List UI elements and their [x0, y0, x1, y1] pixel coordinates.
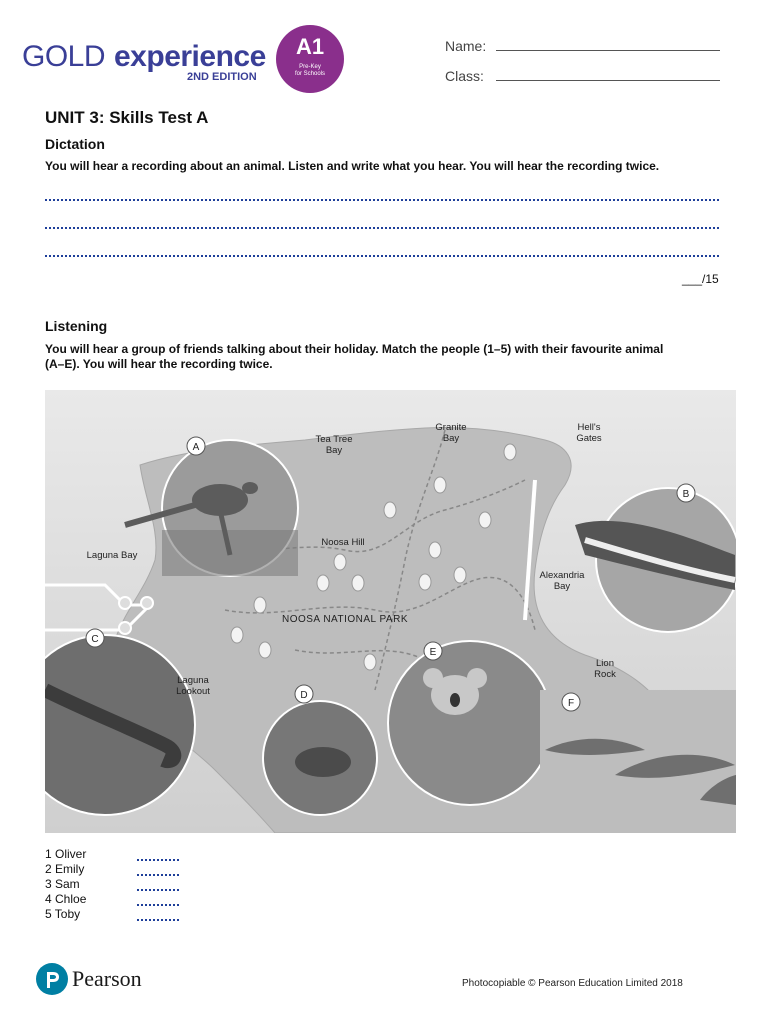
dictation-line-2[interactable] — [45, 227, 719, 229]
dictation-title: Dictation — [45, 136, 105, 152]
class-field[interactable] — [496, 80, 720, 81]
road-node-3 — [119, 622, 131, 634]
person-1: 1 Oliver — [45, 847, 87, 861]
road-node-2 — [141, 597, 153, 609]
logo-gold-word: GOLD — [22, 40, 106, 73]
name-label: Name: — [445, 38, 487, 54]
badge-subtitle-2: for Schools — [294, 71, 325, 77]
person-5: 5 Toby — [45, 907, 81, 921]
label-tea-tree-bay-1: Tea Tree — [315, 434, 353, 445]
answer-2[interactable] — [137, 874, 179, 876]
answer-4[interactable] — [137, 904, 179, 906]
photo-e-koala — [388, 641, 552, 805]
person-4: 4 Chloe — [45, 892, 87, 906]
answer-3[interactable] — [137, 889, 179, 891]
marker-e-label: E — [429, 647, 437, 658]
publisher-name: Pearson — [72, 966, 142, 991]
level-badge — [276, 25, 344, 93]
marker-a-label: A — [192, 442, 200, 453]
listening-title: Listening — [45, 318, 108, 334]
name-field[interactable] — [496, 50, 720, 51]
label-hells-gates-1: Hell's — [577, 422, 601, 433]
pearson-logo-icon — [36, 963, 68, 995]
road-node-1 — [119, 597, 131, 609]
marker-d-label: D — [300, 690, 308, 701]
listening-instruction-line-2: (A–E). You will hear the recording twice. — [45, 357, 273, 371]
marker-f-label: F — [567, 698, 575, 709]
noosa-park-map — [45, 390, 736, 833]
marker-c-label: C — [91, 634, 99, 645]
label-alexandria-bay-1: Alexandria — [539, 570, 585, 581]
listening-instruction-line-1: You will hear a group of friends talking about their holiday. Match the people (1–5) with their favourite animal — [45, 342, 664, 356]
badge-level: A1 — [295, 34, 325, 59]
badge-subtitle-1: Pre-Key — [299, 64, 321, 70]
dictation-line-1[interactable] — [45, 199, 719, 201]
person-3: 3 Sam — [45, 877, 80, 891]
label-laguna-bay: Laguna Bay — [86, 550, 138, 561]
dictation-instruction: You will hear a recording about an animal. Listen and write what you hear. You will hear the recording twice. — [45, 159, 660, 173]
class-label: Class: — [445, 68, 484, 84]
person-2: 2 Emily — [45, 862, 85, 876]
label-laguna-lookout-1: Laguna — [177, 675, 209, 686]
label-lion-rock-2: Rock — [594, 669, 616, 680]
label-hells-gates-2: Gates — [576, 433, 602, 444]
logo-edition: 2ND EDITION — [187, 71, 257, 83]
logo-experience-word: experience — [114, 40, 266, 73]
label-granite-bay-1: Granite — [435, 422, 467, 433]
dictation-line-3[interactable] — [45, 255, 719, 257]
unit-title: UNIT 3: Skills Test A — [45, 108, 209, 127]
label-lion-rock-1: Lion — [596, 658, 614, 669]
photo-d-bird — [263, 701, 377, 815]
label-alexandria-bay-2: Bay — [553, 581, 571, 592]
answer-5[interactable] — [137, 919, 179, 921]
photo-f-dolphins — [540, 690, 736, 833]
copyright-notice: Photocopiable © Pearson Education Limited 2018 — [462, 978, 683, 989]
label-tea-tree-bay-2: Bay — [325, 445, 343, 456]
label-noosa-hill: Noosa Hill — [321, 537, 365, 548]
label-granite-bay-2: Bay — [442, 433, 460, 444]
label-national-park: NOOSA NATIONAL PARK — [281, 614, 409, 625]
label-laguna-lookout-2: Lookout — [176, 686, 210, 697]
dictation-score: ___/15 — [682, 272, 719, 286]
marker-b-label: B — [682, 489, 690, 500]
answer-1[interactable] — [137, 859, 179, 861]
